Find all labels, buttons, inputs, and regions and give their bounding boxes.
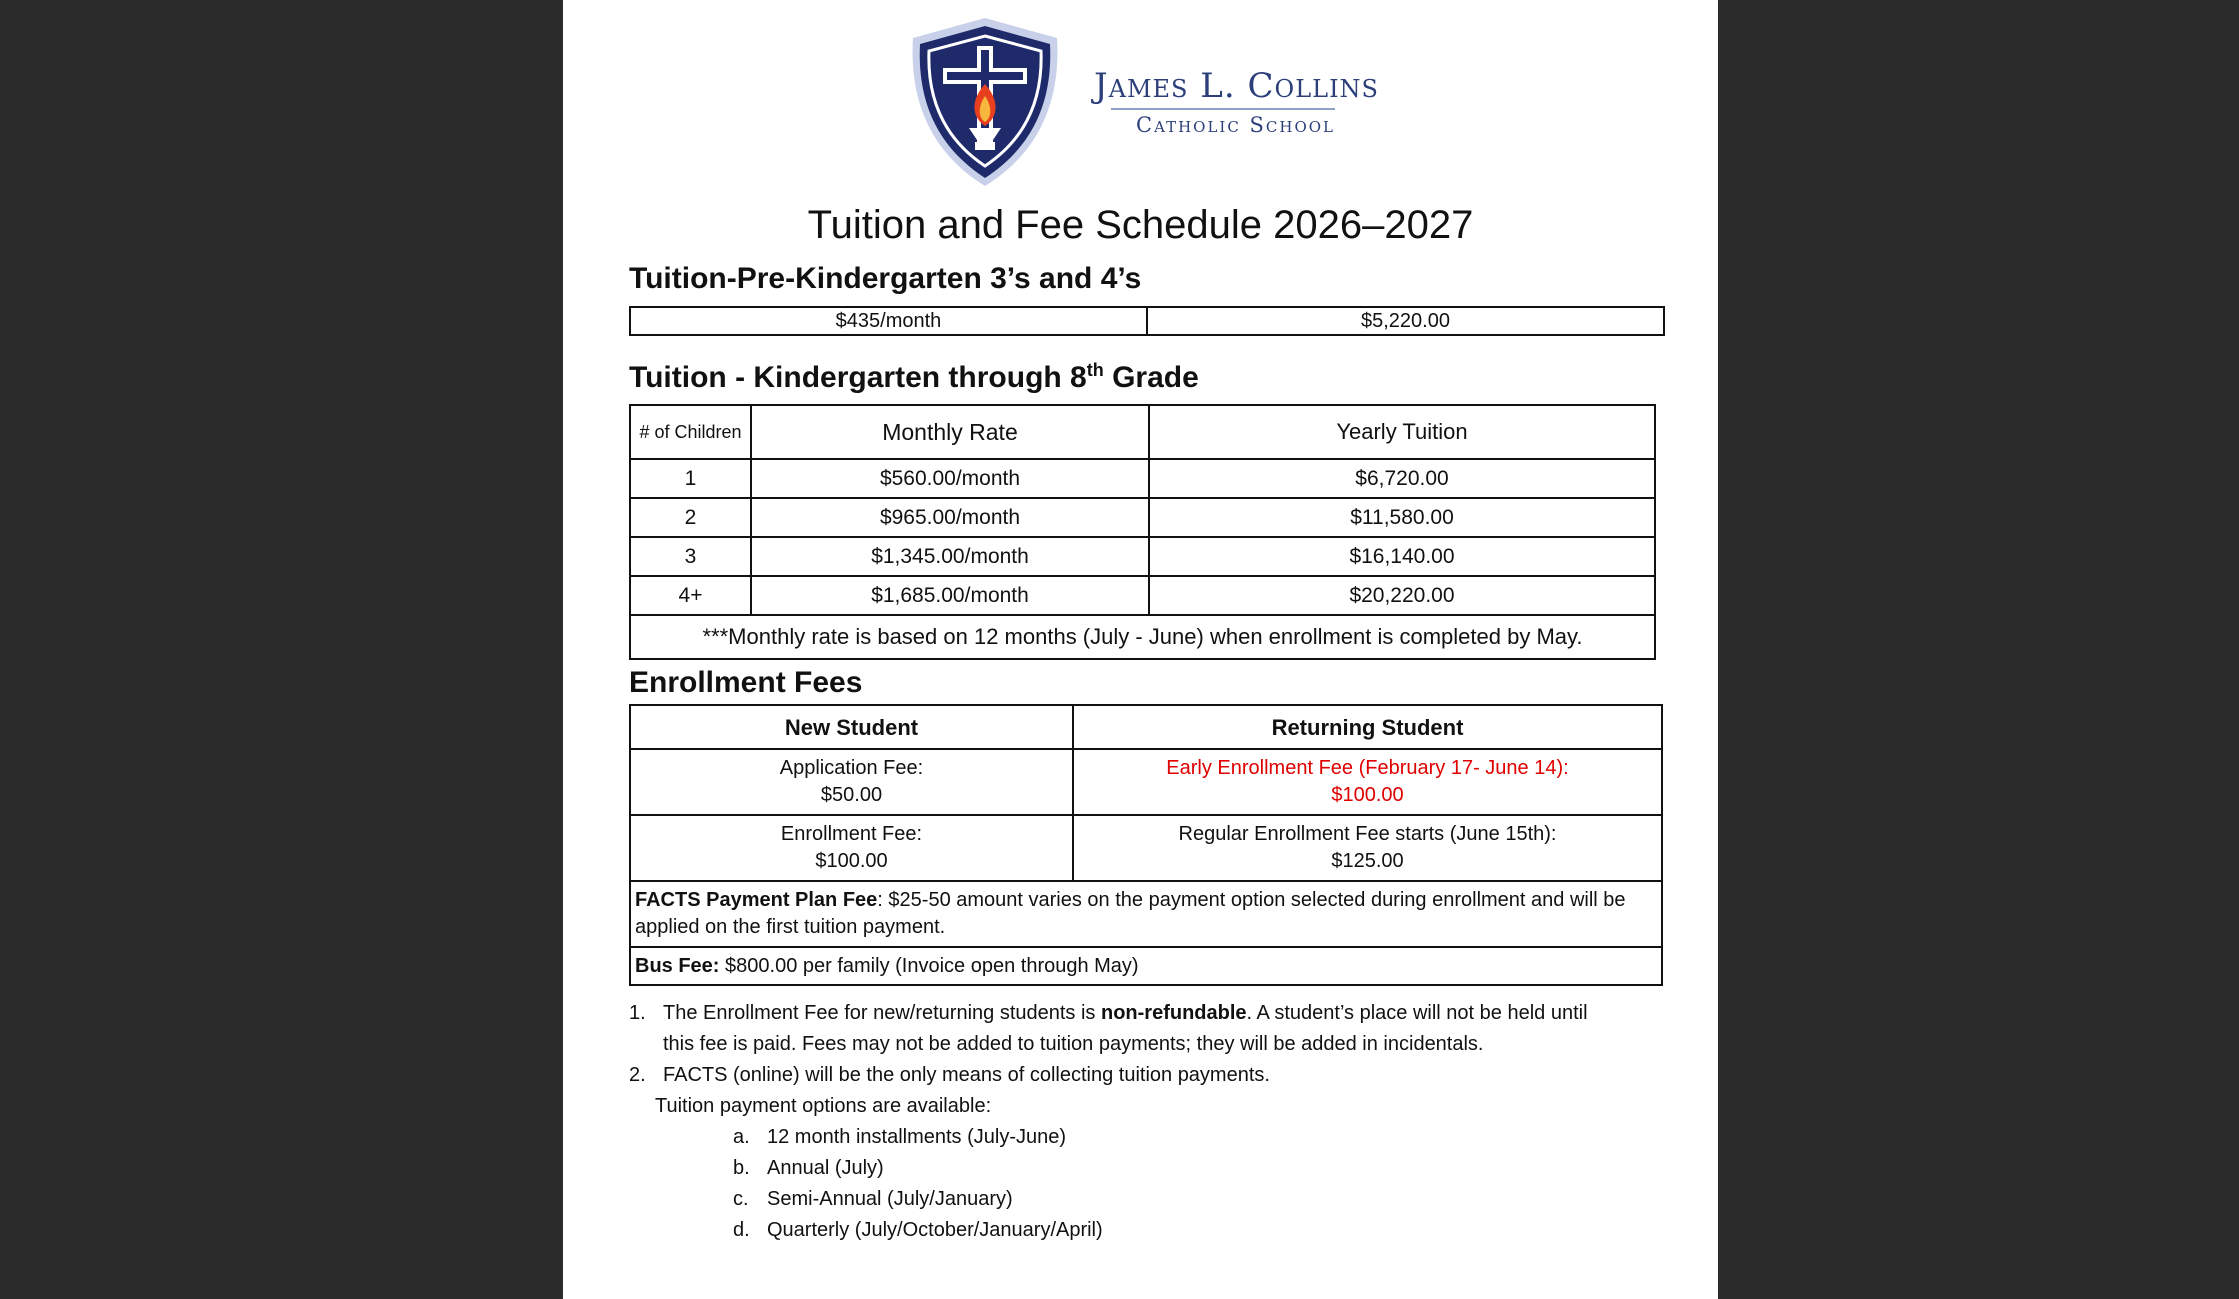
facts-fee-cell [630,881,1662,947]
application-fee-label: Application Fee: [779,757,924,779]
cell-yearly: $16,140.00 [1149,537,1655,576]
early-enrollment-fee-label: Early Enrollment Fee (February 17- June 14): [1166,757,1569,779]
early-enrollment-fee-cell [1073,749,1662,815]
bus-fee-cell [630,947,1662,985]
cell-yearly: $6,720.00 [1149,459,1655,498]
cell-yearly: $11,580.00 [1149,498,1655,537]
application-fee-cell [630,749,1073,815]
school-subtitle: Catholic School [1136,113,1336,137]
fees-heading: Enrollment Fees [629,666,863,699]
facts-fee-label: FACTS Payment Plan Fee [635,889,878,911]
note-text: . A student’s place will not be held until [1246,1002,1588,1024]
document-page [563,0,1718,1299]
note-text: this fee is paid. Fees may not be added to tuition payments; they will be added in incidentals. [663,1033,1484,1055]
list-item [629,1153,1679,1184]
col-yearly: Yearly Tuition [1149,405,1655,459]
table-row [630,576,1655,615]
table-row [630,459,1655,498]
regular-enrollment-fee-value: $125.00 [1331,850,1404,872]
option-letter: c. [733,1188,749,1210]
table-row [630,498,1655,537]
option-text: Semi-Annual (July/January) [767,1188,1013,1210]
table-header-row [630,705,1662,749]
cell-yearly: $20,220.00 [1149,576,1655,615]
prek-monthly: $435/month [630,307,1147,335]
option-text: 12 month installments (July-June) [767,1126,1067,1148]
option-text: Quarterly (July/October/January/April) [767,1219,1103,1241]
option-letter: b. [733,1157,750,1179]
list-item [629,1215,1679,1246]
col-monthly: Monthly Rate [751,405,1149,459]
list-item [629,1184,1679,1215]
application-fee-value: $50.00 [820,784,883,806]
monthly-rate-note: ***Monthly rate is based on 12 months (July - June) when enrollment is completed by May. [630,615,1655,659]
cell-children: 2 [630,498,751,537]
school-logo [897,14,1417,190]
note-text: FACTS (online) will be the only means of collecting tuition payments. [663,1064,1270,1086]
regular-enrollment-fee-label: Regular Enrollment Fee starts (June 15th): [1178,823,1557,845]
list-item [629,998,1679,1060]
col-new-student: New Student [630,705,1073,749]
cell-monthly: $965.00/month [751,498,1149,537]
note-text: The Enrollment Fee for new/returning students is [663,1002,1101,1024]
table-note-row [630,615,1655,659]
bus-fee-text: $800.00 per family (Invoice open through May) [719,954,1139,977]
cell-monthly: $1,345.00/month [751,537,1149,576]
table-row [630,307,1664,335]
note-bold: non-refundable [1101,1002,1247,1024]
k8-heading: Tuition - Kindergarten through 8th Grade [629,360,1199,394]
prek-table [629,306,1665,336]
table-row [630,815,1662,881]
prek-yearly: $5,220.00 [1147,307,1664,335]
table-row [630,749,1662,815]
school-name: James L. Collins [1094,66,1379,106]
table-row [630,881,1662,947]
list-number: 2. [629,1064,646,1086]
list-number: 1. [629,1002,646,1024]
document-title: Tuition and Fee Schedule 2026–2027 [807,203,1474,247]
regular-enrollment-fee-cell [1073,815,1662,881]
enrollment-fee-label: Enrollment Fee: [780,823,923,845]
list-item [629,1060,1679,1122]
cell-monthly: $1,685.00/month [751,576,1149,615]
cell-children: 3 [630,537,751,576]
early-enrollment-fee-value: $100.00 [1331,784,1404,806]
list-item [629,1122,1679,1153]
enrollment-fee-value: $100.00 [815,850,888,872]
notes-list [629,998,1679,1246]
facts-fee-text: : $25-50 amount varies on the payment option selected during enrollment and will be applied on the first tuition payment. [635,889,1626,938]
cell-children: 4+ [630,576,751,615]
option-letter: d. [733,1219,750,1241]
col-children: # of Children [630,405,751,459]
table-row [630,537,1655,576]
enrollment-fee-cell [630,815,1073,881]
table-header-row [630,405,1655,459]
shield-logo-icon [897,14,1073,190]
enrollment-fees-table [629,704,1663,986]
logo-divider [1111,108,1335,110]
prek-heading: Tuition-Pre-Kindergarten 3’s and 4’s [629,262,1142,295]
option-text: Annual (July) [767,1157,884,1179]
k8-tuition-table [629,404,1656,660]
bus-fee-label: Bus Fee: [635,954,720,977]
col-returning-student: Returning Student [1073,705,1662,749]
cell-monthly: $560.00/month [751,459,1149,498]
option-letter: a. [733,1126,750,1148]
table-row [630,947,1662,985]
note-text: Tuition payment options are available: [655,1095,992,1117]
cell-children: 1 [630,459,751,498]
